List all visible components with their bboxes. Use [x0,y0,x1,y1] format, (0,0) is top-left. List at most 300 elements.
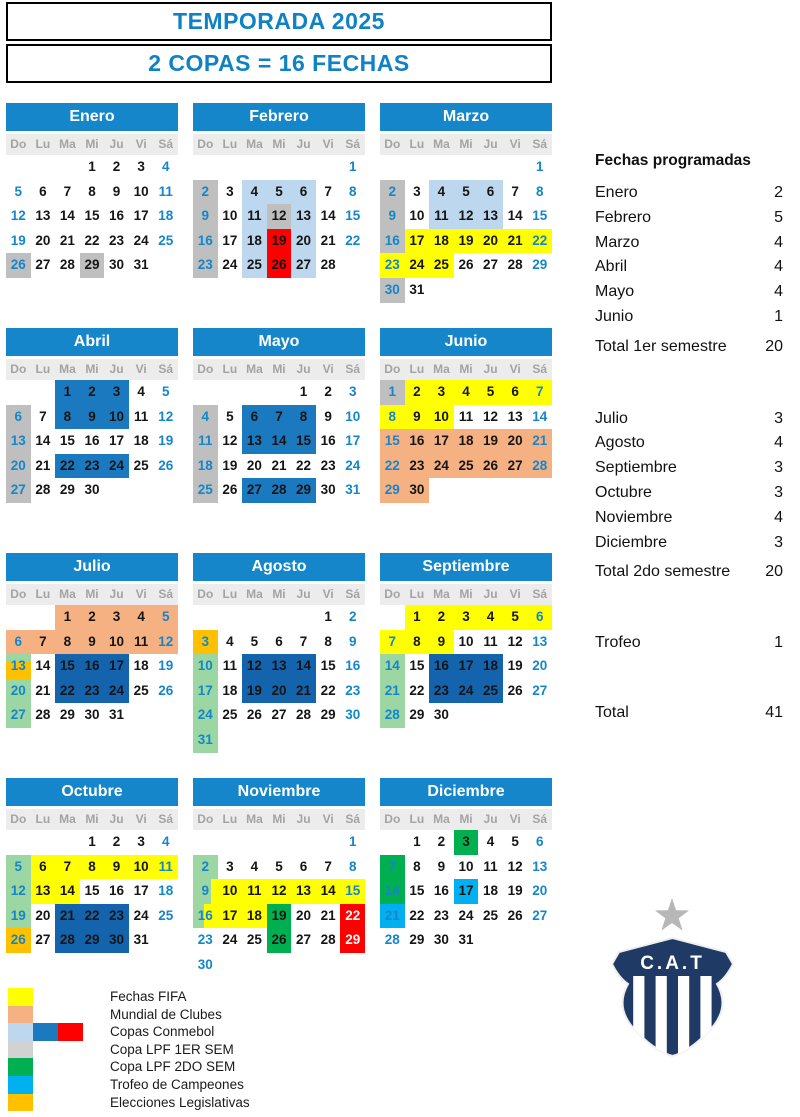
day-cell: 13 [507,408,523,424]
weekday-label: Ma [433,137,450,151]
day-cell: 21 [380,679,405,704]
weekday-header-row [193,584,365,605]
day-cell: 24 [104,679,129,704]
day-cell: 18 [483,883,499,899]
day-cell: 12 [222,433,238,449]
summary-row-febrero [595,206,783,231]
day-cell: 8 [348,858,357,874]
fecha-count: 3 [774,483,783,501]
weekday-header-row [6,359,178,380]
day-cell: 28 [380,703,405,728]
day-cell [31,605,56,630]
day-cell: 25 [133,682,149,698]
summary-row-junio [595,305,783,330]
day-cell: 22 [296,457,312,473]
day-cell: 19 [242,679,267,704]
day-cell: 5 [511,834,519,849]
weekday-header-row [193,809,365,830]
fecha-count: 5 [774,208,783,226]
day-cell: 28 [320,257,336,273]
day-cell: 18 [242,229,267,254]
legend-swatch-amber [8,1094,33,1112]
month-label: Abril [595,258,628,276]
weekday-label: Ju [483,812,498,826]
day-cell: 15 [84,883,100,899]
weekday-label: Ju [109,587,124,601]
day-cell: 21 [35,457,51,473]
day-cell: 16 [109,883,125,899]
month-title: Noviembre [193,778,365,806]
day-cell: 27 [271,707,287,723]
day-cell: 24 [133,907,149,923]
day-cell: 30 [405,478,430,503]
days-grid [380,380,552,503]
day-cell: 15 [409,658,425,674]
day-cell: 31 [109,707,125,723]
day-cell: 22 [55,454,80,479]
day-cell: 3 [348,384,357,399]
summary-heading: Fechas programadas [595,152,751,169]
day-cell [503,155,528,180]
day-cell: 1 [88,159,96,174]
day-cell: 27 [35,257,51,273]
day-cell [193,830,218,855]
day-cell: 12 [242,654,267,679]
day-cell: 4 [129,605,154,630]
day-cell [129,703,154,728]
day-cell: 25 [158,907,174,923]
day-cell: 30 [433,932,449,948]
day-cell: 31 [133,932,149,948]
fecha-count: 3 [774,533,783,551]
day-cell: 18 [158,883,174,899]
day-cell: 25 [454,454,479,479]
day-cell: 3 [226,183,234,199]
day-cell: 17 [222,232,238,248]
calendar-month-enero [6,103,178,278]
day-cell: 21 [320,907,336,923]
day-cell [291,605,316,630]
weekday-label: Mi [459,812,473,826]
weekday-label: Sá [158,812,174,826]
total-value: 20 [765,337,783,355]
day-cell: 2 [437,834,446,849]
day-cell: 20 [267,679,292,704]
day-cell: 22 [345,232,361,248]
day-cell: 30 [380,278,405,303]
day-cell: 14 [35,433,51,449]
weekday-header-row [380,809,552,830]
fecha-count: 4 [774,283,783,301]
day-cell [340,728,365,753]
day-cell: 24 [345,457,361,473]
weekday-label: Ma [433,362,450,376]
months-grid [6,103,552,978]
day-cell [193,605,218,630]
day-cell: 20 [6,679,31,704]
title-block [6,2,552,86]
day-cell [267,155,292,180]
month-label: Diciembre [595,533,668,551]
day-cell: 3 [454,605,479,630]
day-cell: 13 [6,654,31,679]
weekday-label: Mi [459,362,473,376]
day-cell: 3 [137,159,145,174]
days-grid [380,605,552,728]
weekday-header-row [6,809,178,830]
day-cell: 16 [429,654,454,679]
weekday-label: Do [197,587,214,601]
day-cell: 16 [405,429,430,454]
weekday-label: Vi [135,812,147,826]
day-cell [478,478,503,503]
weekday-label: Do [10,587,27,601]
day-cell: 4 [242,180,267,205]
day-cell [291,155,316,180]
day-cell: 18 [133,433,149,449]
day-cell [316,728,341,753]
day-cell: 22 [527,229,552,254]
day-cell [503,703,528,728]
day-cell: 4 [478,605,503,630]
day-cell: 22 [380,454,405,479]
grand-total-row [595,701,783,726]
day-cell: 26 [158,682,174,698]
day-cell: 13 [267,654,292,679]
month-title: Julio [6,553,178,581]
day-cell: 18 [133,658,149,674]
fecha-count: 3 [774,409,783,427]
day-cell [153,478,178,503]
day-cell: 12 [507,633,523,649]
day-cell [503,278,528,303]
day-cell: 18 [193,454,218,479]
day-cell: 7 [527,380,552,405]
day-cell: 5 [478,380,503,405]
day-cell [6,380,31,405]
weekday-label: Ju [296,362,311,376]
day-cell: 1 [299,384,308,399]
day-cell: 2 [405,380,430,405]
day-cell [503,478,528,503]
day-cell: 4 [429,180,454,205]
month-label: Septiembre [595,459,677,477]
day-cell: 13 [478,204,503,229]
weekday-label: Mi [272,812,286,826]
weekday-label: Sá [158,362,174,376]
day-cell: 30 [84,482,100,498]
legend-label: Copas Conmebol [110,1024,215,1040]
day-cell: 29 [409,707,425,723]
legend-swatch-lightblue [8,1023,33,1041]
legend-swatch-salmon [8,1006,33,1024]
day-cell [6,605,31,630]
day-cell: 23 [193,253,218,278]
day-cell: 21 [35,682,51,698]
fecha-count: 4 [774,434,783,452]
day-cell: 26 [267,253,292,278]
fecha-count: 4 [774,233,783,251]
day-cell: 27 [503,454,528,479]
day-cell: 17 [193,679,218,704]
day-cell: 2 [193,855,218,880]
day-cell: 2 [80,380,105,405]
weekday-header-row [380,134,552,155]
calendar-month-diciembre [380,778,552,953]
day-cell [242,953,267,978]
day-cell: 29 [80,253,105,278]
day-cell [242,728,267,753]
day-cell: 31 [193,728,218,753]
weekday-label: Ma [433,812,450,826]
day-cell: 12 [483,408,499,424]
day-cell: 27 [291,253,316,278]
day-cell: 15 [409,883,425,899]
weekday-label: Sá [158,587,174,601]
day-cell: 29 [409,932,425,948]
weekday-label: Ju [296,812,311,826]
day-cell [242,830,267,855]
star-icon [655,898,689,931]
day-cell [6,155,31,180]
day-cell: 5 [153,605,178,630]
day-cell [193,155,218,180]
day-cell: 21 [503,229,528,254]
day-cell [380,830,405,855]
day-cell: 10 [409,208,425,224]
summary-row-octubre [595,481,783,506]
day-cell [478,928,503,953]
day-cell: 8 [80,855,105,880]
day-cell: 26 [458,257,474,273]
day-cell: 14 [380,654,405,679]
days-grid [6,380,178,503]
day-cell: 28 [55,928,80,953]
day-cell: 19 [507,883,523,899]
days-grid [6,830,178,953]
day-cell: 23 [405,454,430,479]
weekday-label: Sá [532,812,548,826]
weekday-header-row [193,134,365,155]
summary-row-noviembre [595,506,783,531]
summary-row-enero [595,181,783,206]
trofeo-label: Trofeo [595,634,641,652]
weekday-label: Ma [246,137,263,151]
day-cell: 18 [158,208,174,224]
day-cell: 7 [63,183,72,199]
days-grid [380,830,552,953]
weekday-label: Mi [85,812,99,826]
total-value: 20 [765,563,783,581]
weekday-label: Ma [59,812,76,826]
day-cell: 8 [324,633,332,649]
day-cell [527,278,552,303]
legend-swatch-legend_gray [8,1041,33,1059]
day-cell: 18 [222,682,238,698]
day-cell: 1 [88,834,96,849]
day-cell: 29 [340,928,365,953]
day-cell: 26 [507,907,523,923]
day-cell: 10 [104,405,129,430]
day-cell [242,380,267,405]
day-cell: 9 [80,630,105,655]
day-cell: 19 [507,658,523,674]
day-cell: 21 [59,232,75,248]
day-cell: 24 [454,679,479,704]
day-cell [153,703,178,728]
day-cell: 12 [454,204,479,229]
day-cell [267,605,292,630]
day-cell [153,928,178,953]
day-cell: 1 [535,159,544,174]
weekday-label: Mi [459,137,473,151]
day-cell: 10 [222,208,238,224]
day-cell: 17 [104,654,129,679]
day-cell: 1 [413,834,421,849]
summary-row-julio [595,407,783,432]
day-cell: 2 [193,180,218,205]
legend-label: Copa LPF 2DO SEM [110,1059,236,1075]
day-cell: 10 [345,408,361,424]
month-label: Mayo [595,283,635,301]
weekday-header-row [380,584,552,605]
day-cell [291,953,316,978]
day-cell: 1 [348,834,357,849]
day-cell: 28 [320,932,336,948]
day-cell: 28 [267,478,292,503]
day-cell: 21 [380,904,405,929]
day-cell: 13 [291,204,316,229]
day-cell: 27 [296,932,312,948]
weekday-label: Ma [59,587,76,601]
weekday-label: Ma [246,362,263,376]
day-cell: 11 [483,633,498,649]
weekday-label: Vi [509,587,521,601]
weekday-label: Do [197,137,214,151]
weekday-label: Ju [109,137,124,151]
day-cell: 9 [193,204,218,229]
weekday-label: Lu [35,812,51,826]
legend-label: Trofeo de Campeones [110,1076,244,1092]
weekday-label: Ma [433,587,450,601]
day-cell: 16 [193,904,218,929]
day-cell [429,155,454,180]
day-cell: 29 [380,478,405,503]
day-cell: 5 [14,183,23,199]
day-cell: 7 [324,183,332,199]
weekday-label: Vi [509,812,521,826]
weekday-label: Mi [272,587,286,601]
day-cell: 7 [511,183,519,199]
day-cell [242,155,267,180]
club-initials: C.A.T [640,953,705,974]
day-cell: 17 [429,429,454,454]
day-cell [454,278,479,303]
weekday-label: Ju [296,137,311,151]
day-cell: 12 [507,858,523,874]
month-label: Julio [595,409,628,427]
day-cell: 7 [31,630,56,655]
weekday-label: Lu [35,137,51,151]
day-cell: 31 [133,257,149,273]
day-cell: 19 [6,904,31,929]
legend-swatch-yellow [8,988,33,1006]
day-cell: 20 [246,457,262,473]
day-cell: 13 [31,879,56,904]
day-cell: 23 [197,932,213,948]
day-cell: 31 [409,281,425,297]
day-cell: 22 [84,232,100,248]
month-title: Diciembre [380,778,552,806]
weekday-label: Mi [272,362,286,376]
day-cell: 12 [153,630,178,655]
day-cell: 28 [507,257,523,273]
talleres-club-logo [598,872,748,1072]
day-cell: 31 [345,482,361,498]
season-subtitle [6,44,552,83]
weekday-label: Sá [532,362,548,376]
day-cell: 22 [320,682,336,698]
day-cell [454,155,479,180]
month-label: Octubre [595,483,652,501]
day-cell: 14 [59,208,75,224]
day-cell [503,928,528,953]
day-cell [316,830,341,855]
weekday-label: Sá [158,137,174,151]
day-cell: 8 [88,183,96,199]
weekday-label: Lu [222,137,238,151]
day-cell: 30 [197,956,213,972]
day-cell: 20 [291,229,316,254]
day-cell: 17 [345,433,361,449]
day-cell: 29 [59,482,75,498]
fecha-count: 2 [774,184,783,201]
day-cell: 20 [6,454,31,479]
weekday-label: Vi [322,587,334,601]
day-cell: 5 [503,605,528,630]
weekday-label: Sá [345,587,361,601]
weekday-label: Mi [272,137,286,151]
day-cell: 5 [267,180,292,205]
day-cell: 13 [6,429,31,454]
day-cell: 4 [250,858,259,874]
day-cell [129,478,154,503]
weekday-label: Sá [345,362,361,376]
calendar-month-abril [6,328,178,503]
day-cell: 10 [133,183,149,199]
day-cell: 4 [137,384,145,399]
summary-row-marzo [595,231,783,256]
day-cell [291,830,316,855]
day-cell: 29 [80,928,105,953]
day-cell [31,380,56,405]
calendar-month-agosto [193,553,365,753]
day-cell: 23 [80,679,105,704]
day-cell: 22 [55,679,80,704]
weekday-label: Vi [322,362,334,376]
day-cell: 25 [246,932,262,948]
day-cell: 3 [454,830,479,855]
calendar-month-mayo [193,328,365,503]
day-cell: 3 [413,183,421,199]
day-cell: 8 [405,630,430,655]
day-cell: 27 [242,478,267,503]
day-cell: 19 [158,433,174,449]
day-cell: 6 [275,633,283,649]
weekday-label: Mi [85,587,99,601]
day-cell: 10 [458,858,474,874]
total-label: Total 2do semestre [595,563,731,581]
